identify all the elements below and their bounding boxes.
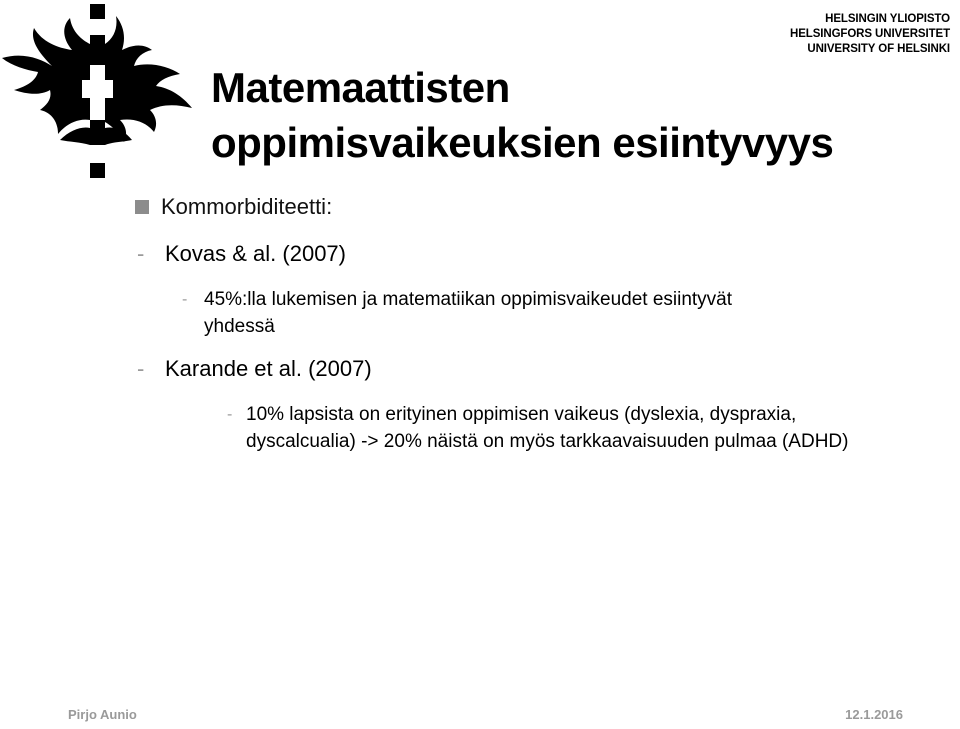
list-item-kovas (137, 241, 346, 267)
dash-marker: - (137, 356, 145, 381)
footer-date: 12.1.2016 (845, 707, 903, 722)
slide-title-line-2: oppimisvaikeuksien esiintyvyys (211, 119, 834, 166)
list-item-karande (137, 356, 372, 382)
sub-item-karande: 10% lapsista on erityinen oppimisen vaikeus (dyslexia, dyspraxia, dyscalcualia) -> 20% näistä on myös tarkkaavaisuuden pulmaa (ADHD) (246, 404, 849, 452)
slide-title-line-1: Matemaattisten (211, 64, 510, 111)
bullet-comorbidity (135, 194, 332, 220)
sub-dash-marker: - (182, 291, 188, 308)
footer-author: Pirjo Aunio (68, 707, 137, 722)
university-name-fi: HELSINGIN YLIOPISTO (825, 13, 950, 25)
university-name-en: UNIVERSITY OF HELSINKI (807, 43, 950, 55)
square-bullet-icon (135, 200, 149, 214)
university-flame-logo (0, 0, 200, 190)
list-item-text: Kovas & al. (2007) (165, 241, 346, 266)
dash-marker: - (137, 241, 145, 266)
university-name-sv: HELSINGFORS UNIVERSITET (790, 28, 950, 40)
sub-dash-marker: - (227, 406, 233, 423)
university-name (790, 12, 950, 57)
bullet-text: Kommorbiditeetti: (161, 194, 333, 219)
slide-title (211, 60, 833, 170)
list-item-text: Karande et al. (2007) (165, 356, 372, 381)
sub-item-kovas: 45%:lla lukemisen ja matematiikan oppimisvaikeudet esiintyvät yhdessä (204, 289, 733, 337)
